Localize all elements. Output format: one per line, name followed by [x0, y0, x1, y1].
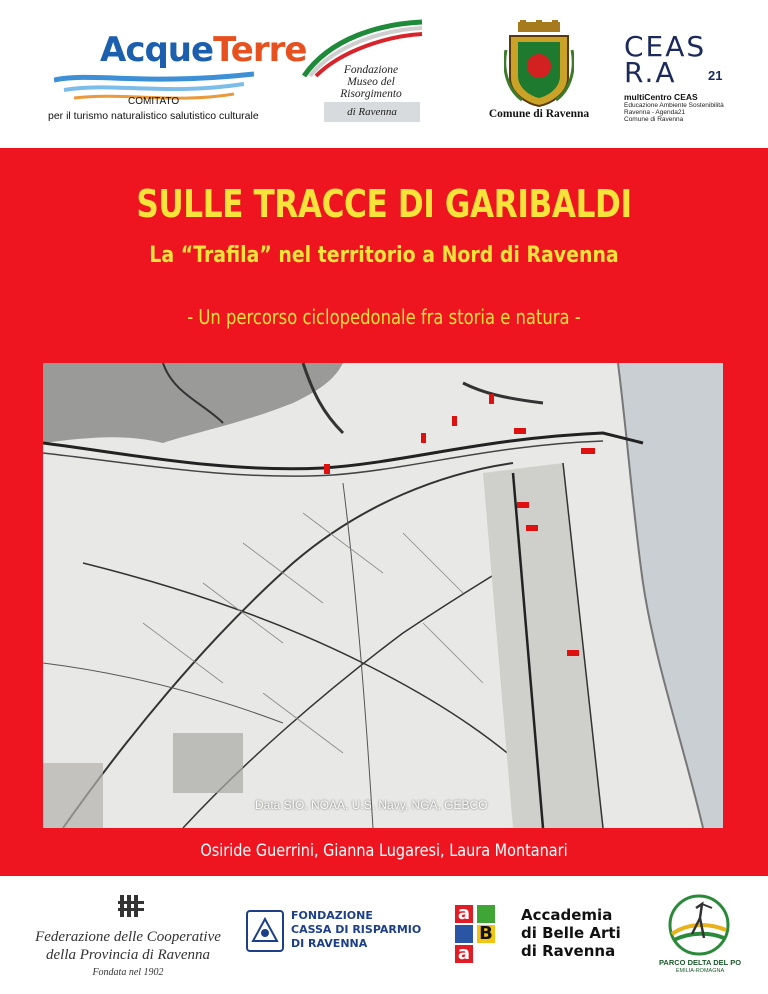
ceas-logo — [622, 30, 742, 130]
authors: Osiride Guerrini, Gianna Lugaresi, Laura Montanari — [200, 841, 568, 861]
acqueterre-caption-2: per il turismo naturalistico salutistico culturale — [48, 110, 259, 122]
parco-line-2: EMILIA-ROMAGNA — [675, 968, 725, 974]
accademia-line-3: di Ravenna — [521, 942, 616, 960]
ceas-line-4: Comune di Ravenna — [624, 116, 684, 123]
parco-line-1: PARCO DELTA DEL PO — [658, 958, 742, 967]
ceas-wordmark: CEAS — [624, 30, 707, 63]
coat-of-arms-icon — [504, 20, 574, 108]
fondazione-line-1: FONDAZIONE — [291, 909, 373, 922]
ceas-21: 21 — [708, 68, 723, 83]
cover-title: SULLE TRACCE DI GARIBALDI — [136, 182, 632, 226]
accademia-line-1: Accademia — [521, 906, 613, 924]
parco-delta-po-logo — [652, 894, 748, 986]
historical-map — [43, 363, 723, 828]
map-credit: Data SIO, NOAA, U.S. Navy, NGA, GEBCO — [255, 798, 488, 812]
museo-line-4: di Ravenna — [347, 106, 397, 118]
cover-tagline: - Un percorso ciclopedonale fra storia e natura - — [187, 305, 581, 329]
federazione-line-1: Federazione delle Cooperative — [35, 929, 221, 945]
fondazione-cassa-logo — [245, 907, 425, 961]
acqueterre-caption-1: COMITATO — [128, 96, 180, 107]
museo-line-3: Risorgimento — [340, 88, 402, 100]
acqueterre-logo — [40, 22, 307, 132]
accademia-belle-arti-logo — [455, 905, 635, 965]
federazione-line-2: della Provincia di Ravenna — [46, 947, 210, 963]
accademia-glyph-a: a — [457, 903, 471, 924]
museo-line-1: Fondazione — [343, 64, 399, 76]
ceas-line-2: Educazione Ambiente Sostenibilità — [624, 102, 724, 109]
ceas-line-3: Ravenna - Agenda21 — [624, 109, 686, 116]
fondazione-line-2: CASSA DI RISPARMIO — [291, 923, 422, 936]
museo-risorgimento-logo — [300, 18, 426, 126]
museo-line-2: Museo del — [347, 76, 395, 88]
ceas-line-1: multiCentro CEAS — [624, 92, 698, 102]
accademia-glyph-b: B — [479, 923, 493, 944]
accademia-line-2: di Belle Arti — [521, 924, 621, 942]
map-drawing — [43, 363, 723, 828]
comune-ravenna-logo — [486, 20, 596, 130]
ceas-ra-wordmark: R.A — [624, 56, 677, 89]
cover-subtitle: La “Trafila” nel territorio a Nord di Ravenna — [149, 243, 619, 268]
federazione-line-3: Fondata nel 1902 — [92, 967, 164, 978]
heron-emblem-icon — [666, 894, 732, 956]
accademia-block-green — [477, 905, 495, 923]
cooperative-mark-icon — [118, 893, 144, 919]
fondazione-emblem-icon — [245, 907, 285, 955]
comune-label: Comune di Ravenna — [488, 108, 590, 120]
federazione-cooperative-logo — [28, 893, 221, 988]
accademia-block-blue — [455, 925, 473, 943]
fondazione-line-3: DI RAVENNA — [291, 937, 368, 950]
accademia-glyph-a-2: a — [457, 943, 471, 964]
acqueterre-wordmark: AcqueTerre — [100, 30, 307, 70]
